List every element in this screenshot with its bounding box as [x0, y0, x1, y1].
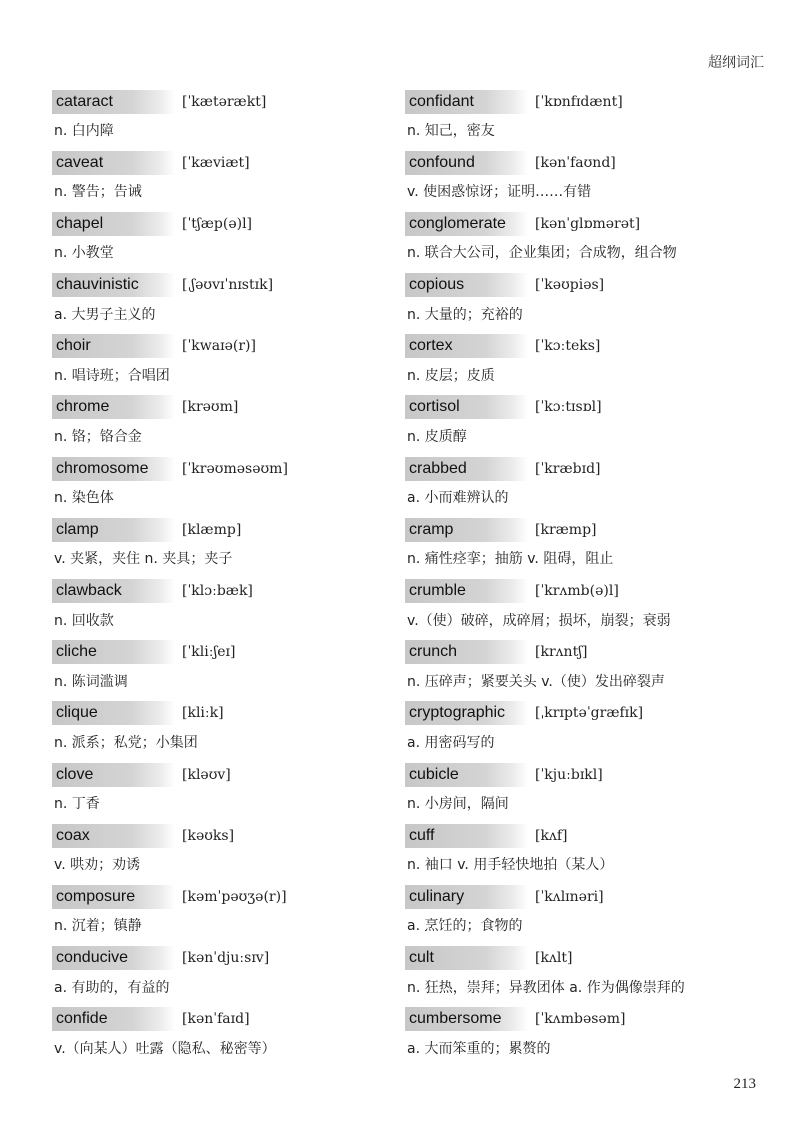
- entry-phonetic: [kənˈdjuːsɪv]: [182, 950, 270, 967]
- entry-head: [405, 516, 755, 543]
- entry-definition: a. 用密码写的: [407, 734, 495, 751]
- vocab-entry: [52, 272, 402, 333]
- entry-phonetic: [kʌlt]: [535, 950, 573, 967]
- entry-word: confound: [405, 151, 528, 175]
- entry-word: confide: [52, 1007, 175, 1031]
- vocab-entry: [405, 210, 755, 271]
- entry-phonetic: [ˈkjuːbɪkl]: [535, 766, 603, 783]
- entry-head: [52, 700, 402, 727]
- vocab-entry: [52, 700, 402, 761]
- entry-head: [405, 272, 755, 299]
- entry-phonetic: [ˈkʌlɪnəri]: [535, 888, 604, 905]
- vocab-entry: [405, 883, 755, 944]
- entry-head: [405, 700, 755, 727]
- entry-word: cortex: [405, 334, 528, 358]
- entry-head: [52, 945, 402, 972]
- entry-definition: n. 派系；私党；小集团: [54, 734, 198, 751]
- entry-phonetic: [kənˈfaʊnd]: [535, 154, 616, 171]
- entry-word: cuff: [405, 824, 528, 848]
- vocab-entry: [52, 88, 402, 149]
- entry-head: [52, 210, 402, 237]
- vocab-entry: [405, 394, 755, 455]
- entry-head: [405, 883, 755, 910]
- entry-head: [52, 1006, 402, 1033]
- vocab-entry: [52, 945, 402, 1006]
- entry-word: chromosome: [52, 457, 175, 481]
- entry-head: [405, 149, 755, 176]
- entry-phonetic: [krəʊm]: [182, 399, 239, 416]
- entry-definition: n. 痛性痉挛；抽筋 v. 阻碍，阻止: [407, 551, 614, 568]
- entry-definition: n. 袖口 v. 用手轻快地拍（某人）: [407, 857, 614, 874]
- entry-definition: n. 丁香: [54, 796, 100, 813]
- entry-definition: n. 唱诗班；合唱团: [54, 367, 170, 384]
- entry-head: [405, 639, 755, 666]
- entry-word: chauvinistic: [52, 273, 175, 297]
- entry-phonetic: [ˈkɔːtɪsɒl]: [535, 399, 602, 416]
- entry-definition: n. 陈词滥调: [54, 673, 128, 690]
- entry-word: chrome: [52, 395, 175, 419]
- entry-word: crumble: [405, 579, 528, 603]
- entry-word: clawback: [52, 579, 175, 603]
- entry-head: [52, 761, 402, 788]
- vocab-entry: [405, 822, 755, 883]
- entry-word: clove: [52, 763, 175, 787]
- entry-phonetic: [kəmˈpəʊʒə(r)]: [182, 888, 287, 905]
- entry-definition: v.（使）破碎，成碎屑；损坏，崩裂；衰弱: [407, 612, 671, 629]
- left-column: [52, 88, 402, 1067]
- entry-head: [52, 333, 402, 360]
- entry-word: cult: [405, 946, 528, 970]
- entry-definition: a. 有助的，有益的: [54, 979, 170, 996]
- entry-phonetic: [kənˈfaɪd]: [182, 1011, 250, 1028]
- entry-head: [405, 210, 755, 237]
- entry-definition: n. 沉着；镇静: [54, 918, 142, 935]
- entry-head: [52, 455, 402, 482]
- page-header-title: 超纲词汇: [708, 55, 764, 71]
- vocab-entry: [405, 455, 755, 516]
- vocab-entry: [52, 333, 402, 394]
- entry-definition: n. 小房间，隔间: [407, 796, 509, 813]
- entry-definition: n. 压碎声；紧要关头 v.（使）发出碎裂声: [407, 673, 665, 690]
- entry-definition: n. 皮质醇: [407, 428, 467, 445]
- entry-definition: n. 小教堂: [54, 245, 114, 262]
- vocab-entry: [52, 883, 402, 944]
- entry-head: [405, 578, 755, 605]
- entry-phonetic: [ˈkəʊpiəs]: [535, 277, 605, 294]
- right-column: [405, 88, 755, 1067]
- entry-definition: v. 使困惑惊讶；证明……有错: [407, 184, 592, 201]
- vocab-entry: [52, 149, 402, 210]
- entry-head: [405, 394, 755, 421]
- entry-phonetic: [ˈkwaɪə(r)]: [182, 338, 256, 355]
- entry-head: [52, 516, 402, 543]
- entry-head: [405, 333, 755, 360]
- entry-word: cumbersome: [405, 1007, 528, 1031]
- entry-word: cortisol: [405, 395, 528, 419]
- vocab-entry: [52, 455, 402, 516]
- entry-word: clique: [52, 701, 175, 725]
- entry-word: conglomerate: [405, 212, 528, 236]
- entry-phonetic: [ˈkrəʊməsəʊm]: [182, 460, 288, 477]
- entry-definition: n. 皮层；皮质: [407, 367, 495, 384]
- entry-head: [405, 761, 755, 788]
- entry-head: [405, 455, 755, 482]
- entry-definition: a. 大男子主义的: [54, 306, 156, 323]
- entry-definition: v.（向某人）吐露（隐私、秘密等）: [54, 1040, 276, 1057]
- entry-phonetic: [ˈklɔːbæk]: [182, 583, 253, 599]
- entry-word: copious: [405, 273, 528, 297]
- vocab-entry: [405, 761, 755, 822]
- entry-phonetic: [ˈkʌmbəsəm]: [535, 1011, 626, 1028]
- entry-definition: n. 白内障: [54, 123, 114, 139]
- entry-definition: n. 染色体: [54, 490, 114, 507]
- vocab-entry: [405, 1006, 755, 1067]
- vocab-entry: [52, 761, 402, 822]
- entry-phonetic: [kʌf]: [535, 827, 568, 844]
- entry-head: [52, 883, 402, 910]
- entry-word: clamp: [52, 518, 175, 542]
- vocab-entry: [405, 945, 755, 1006]
- entry-word: choir: [52, 334, 175, 358]
- entry-phonetic: [kliːk]: [182, 705, 224, 722]
- vocab-entry: [405, 639, 755, 700]
- entry-phonetic: [ˈkliːʃeɪ]: [182, 644, 236, 661]
- entry-phonetic: [klæmp]: [182, 521, 242, 538]
- vocab-entry: [52, 210, 402, 271]
- entry-phonetic: [ˌkrɪptəˈgræfɪk]: [535, 705, 644, 722]
- entry-definition: n. 狂热，崇拜；异教团体 a. 作为偶像崇拜的: [407, 979, 685, 996]
- entry-head: [52, 822, 402, 849]
- entry-word: confidant: [405, 90, 528, 114]
- entry-definition: v. 哄劝；劝诱: [54, 857, 141, 874]
- vocab-entry: [405, 578, 755, 639]
- vocab-entry: [52, 1006, 402, 1067]
- entry-word: cliche: [52, 640, 175, 664]
- vocab-entry: [405, 149, 755, 210]
- entry-phonetic: [ˌʃəʊvɪˈnɪstɪk]: [182, 277, 274, 294]
- entry-word: cataract: [52, 90, 175, 114]
- entry-definition: a. 小而难辨认的: [407, 490, 509, 507]
- entry-head: [52, 578, 402, 605]
- vocab-entry: [405, 333, 755, 394]
- entry-definition: v. 夹紧，夹住 n. 夹具；夹子: [54, 551, 233, 568]
- entry-word: conducive: [52, 946, 175, 970]
- vocab-entry: [52, 639, 402, 700]
- entry-phonetic: [ˈtʃæp(ə)l]: [182, 215, 253, 232]
- entry-phonetic: [kræmp]: [535, 521, 597, 538]
- entry-definition: n. 铬；铬合金: [54, 428, 142, 445]
- entry-definition: a. 烹饪的；食物的: [407, 918, 523, 935]
- entry-word: crabbed: [405, 457, 528, 481]
- entry-head: [52, 394, 402, 421]
- entry-head: [52, 149, 402, 176]
- entry-word: coax: [52, 824, 175, 848]
- entry-phonetic: [ˈkɔːteks]: [535, 338, 601, 355]
- vocab-entry: [52, 394, 402, 455]
- entry-head: [52, 639, 402, 666]
- entry-definition: n. 回收款: [54, 612, 114, 629]
- entry-word: composure: [52, 885, 175, 909]
- entry-word: chapel: [52, 212, 175, 236]
- vocab-entry: [52, 822, 402, 883]
- entry-phonetic: [ˈkætərækt]: [182, 93, 267, 110]
- entry-definition: n. 大量的；充裕的: [407, 306, 523, 323]
- entry-head: [405, 88, 755, 115]
- entry-phonetic: [krʌntʃ]: [535, 644, 588, 661]
- entry-word: caveat: [52, 151, 175, 175]
- entry-phonetic: [ˈkɒnfɪdænt]: [535, 93, 623, 110]
- entry-head: [52, 88, 402, 115]
- vocab-entry: [405, 272, 755, 333]
- entry-definition: n. 联合大公司，企业集团；合成物，组合物: [407, 245, 677, 262]
- entry-head: [405, 822, 755, 849]
- entry-definition: a. 大而笨重的；累赘的: [407, 1040, 551, 1057]
- entry-word: cramp: [405, 518, 528, 542]
- vocab-entry: [52, 516, 402, 577]
- entry-word: cryptographic: [405, 701, 528, 725]
- entry-head: [405, 945, 755, 972]
- entry-definition: n. 警告；告诫: [54, 184, 142, 201]
- vocab-entry: [405, 700, 755, 761]
- entry-head: [405, 1006, 755, 1033]
- vocab-entry: [405, 88, 755, 149]
- entry-phonetic: [ˈkræbɪd]: [535, 460, 601, 477]
- entry-phonetic: [kəʊks]: [182, 827, 235, 844]
- vocab-entry: [405, 516, 755, 577]
- entry-word: crunch: [405, 640, 528, 664]
- entry-head: [52, 272, 402, 299]
- entry-word: cubicle: [405, 763, 528, 787]
- entry-word: culinary: [405, 885, 528, 909]
- entry-phonetic: [ˈkæviæt]: [182, 154, 250, 171]
- entry-definition: n. 知己，密友: [407, 123, 495, 139]
- entry-phonetic: [ˈkrʌmb(ə)l]: [535, 583, 619, 599]
- entry-phonetic: [kənˈglɒmərət]: [535, 215, 641, 232]
- vocab-entry: [52, 578, 402, 639]
- entry-phonetic: [kləʊv]: [182, 766, 231, 783]
- page-number: 213: [733, 1076, 756, 1092]
